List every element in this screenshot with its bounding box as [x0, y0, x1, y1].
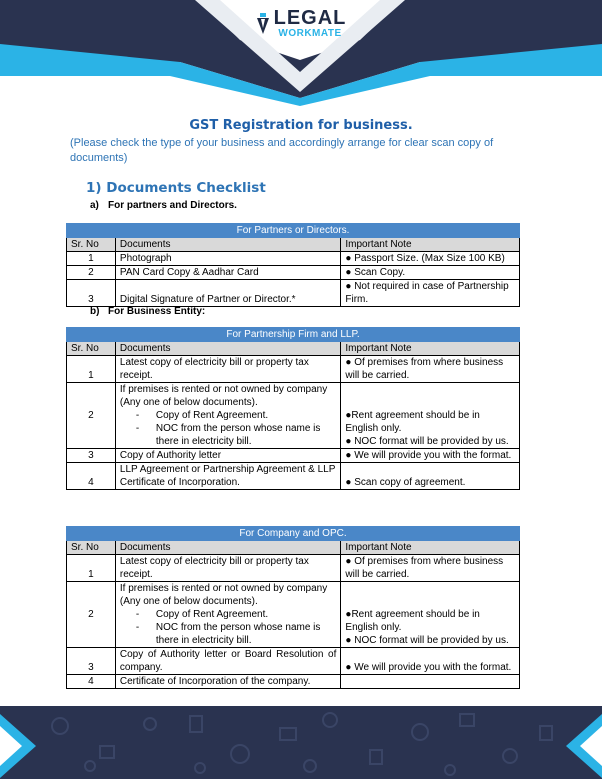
- doc-sub-item: [120, 422, 337, 435]
- doc-sub-text: NOC from the person whose name is: [155, 423, 321, 434]
- col-header-sr: Sr. No: [67, 541, 116, 555]
- partners-directors-table: [66, 223, 520, 307]
- row-number: 3: [67, 449, 116, 463]
- col-header-note: Important Note: [341, 238, 520, 252]
- row-note: ● Scan Copy.: [341, 266, 520, 280]
- table-row: [67, 555, 520, 582]
- table-row: [67, 675, 520, 689]
- row-document: Certificate of Incorporation of the company.: [115, 675, 341, 689]
- row-document: Digital Signature of Partner or Director.*: [115, 280, 340, 307]
- sub-heading-text: For Business Entity:: [108, 306, 206, 317]
- note-line: ● NOC format will be provided by us.: [345, 436, 509, 447]
- row-document: Photograph: [115, 252, 340, 266]
- table-row: [67, 463, 520, 490]
- table-row: [67, 356, 520, 383]
- col-header-note: Important Note: [341, 342, 520, 356]
- table-row: [67, 266, 520, 280]
- row-number: 4: [67, 463, 116, 490]
- row-note: ● Of premises from where business will be carried.: [341, 356, 520, 383]
- table-row: [67, 383, 520, 449]
- row-number: 2: [67, 383, 116, 449]
- row-number: 2: [67, 266, 116, 280]
- brand-name: LEGAL: [273, 7, 347, 29]
- row-document: [115, 383, 341, 449]
- footer-banner: [0, 706, 602, 779]
- row-number: 1: [67, 252, 116, 266]
- row-note: ● We will provide you with the format.: [341, 449, 520, 463]
- col-header-documents: Documents: [115, 238, 340, 252]
- table-row: [67, 648, 520, 675]
- col-header-sr: Sr. No: [67, 342, 116, 356]
- col-header-sr: Sr. No: [67, 238, 116, 252]
- dash-marker: -: [135, 622, 140, 633]
- row-note: ● Not required in case of Partnership Firm.: [341, 280, 520, 307]
- doc-sub-text: Copy of Rent Agreement.: [155, 609, 269, 620]
- row-number: 1: [67, 555, 116, 582]
- table-row: [67, 449, 520, 463]
- col-header-documents: Documents: [115, 541, 341, 555]
- row-note: ● Of premises from where business will be carried.: [341, 555, 520, 582]
- row-document: [115, 582, 341, 648]
- row-document: LLP Agreement or Partnership Agreement & LLP Certificate of Incorporation.: [115, 463, 341, 490]
- sub-heading-b: [90, 306, 205, 317]
- row-number: 1: [67, 356, 116, 383]
- table-row: [67, 280, 520, 307]
- table-row: [67, 252, 520, 266]
- row-note: [341, 383, 520, 449]
- row-number: 4: [67, 675, 116, 689]
- table-caption: For Partners or Directors.: [67, 224, 520, 238]
- brand-mark-icon: [256, 13, 270, 35]
- row-document: Latest copy of electricity bill or property tax receipt.: [115, 356, 341, 383]
- footer-navy-band: [0, 706, 602, 779]
- row-note: ● Passport Size. (Max Size 100 KB): [341, 252, 520, 266]
- sub-heading-marker: b): [90, 306, 100, 317]
- doc-sub-item: [120, 409, 337, 422]
- dash-marker: -: [135, 410, 140, 421]
- col-header-note: Important Note: [341, 541, 520, 555]
- row-number: 2: [67, 582, 116, 648]
- note-line: ●Rent agreement should be in English only.: [345, 609, 480, 633]
- row-note: ● We will provide you with the format.: [341, 648, 520, 675]
- row-note: [341, 582, 520, 648]
- brand-logo: [0, 8, 602, 39]
- row-number: 3: [67, 648, 116, 675]
- dash-marker: -: [135, 423, 140, 434]
- doc-sub-item: [120, 621, 337, 634]
- page-subtitle: (Please check the type of your business and accordingly arrange for clear scan copy of documents): [70, 137, 494, 164]
- section-title: 1) Documents Checklist: [86, 180, 266, 196]
- partnership-llp-table: [66, 327, 520, 490]
- row-document: Copy of Authority letter: [115, 449, 341, 463]
- company-opc-table: [66, 526, 520, 689]
- table-caption: For Partnership Firm and LLP.: [67, 328, 520, 342]
- row-number: 3: [67, 280, 116, 307]
- col-header-documents: Documents: [115, 342, 341, 356]
- doc-sub-text: Copy of Rent Agreement.: [155, 410, 269, 421]
- sub-heading-marker: a): [90, 200, 99, 211]
- note-line: ●Rent agreement should be in English only.: [345, 410, 480, 434]
- doc-sub-text: NOC from the person whose name is: [155, 622, 321, 633]
- doc-line: If premises is rented or not owned by company: [119, 583, 328, 594]
- dash-marker: -: [135, 609, 140, 620]
- brand-tagline: WORKMATE: [278, 28, 342, 39]
- sub-heading-text: For partners and Directors.: [108, 200, 237, 211]
- doc-line: (Any one of below documents).: [119, 397, 258, 408]
- row-document: Copy of Authority letter or Board Resolution of company.: [115, 648, 341, 675]
- note-line: ● NOC format will be provided by us.: [345, 635, 509, 646]
- doc-line: If premises is rented or not owned by company: [119, 384, 328, 395]
- row-note: ● Scan copy of agreement.: [341, 463, 520, 490]
- doc-line: (Any one of below documents).: [119, 596, 258, 607]
- row-document: PAN Card Copy & Aadhar Card: [115, 266, 340, 280]
- table-row: [67, 582, 520, 648]
- table-caption: For Company and OPC.: [67, 527, 520, 541]
- page-title: GST Registration for business.: [189, 118, 413, 133]
- row-note: [341, 675, 520, 689]
- doc-sub-text: there in electricity bill.: [155, 635, 252, 646]
- doc-sub-text: there in electricity bill.: [155, 436, 252, 447]
- row-document: Latest copy of electricity bill or property tax receipt.: [115, 555, 341, 582]
- doc-sub-item: [120, 608, 337, 621]
- sub-heading-a: [90, 200, 237, 211]
